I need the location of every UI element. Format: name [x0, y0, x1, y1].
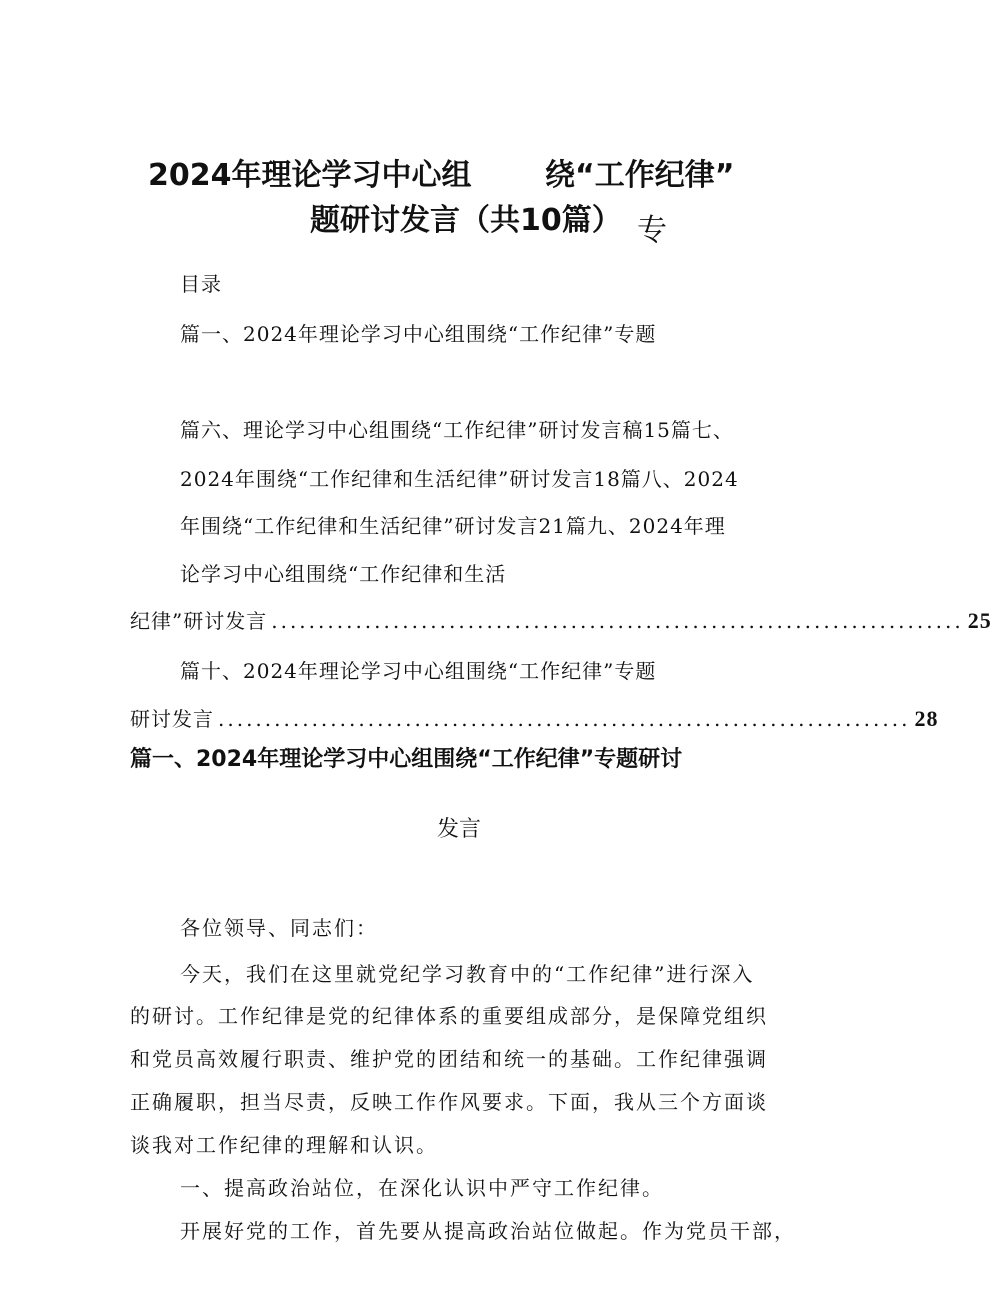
toc-dot-leader: .......................................................................... [271, 609, 964, 633]
title-line2: 题研讨发言（共10篇） [310, 203, 622, 238]
article-heading-line2: 发言 [437, 817, 482, 842]
toc-item-9-label: 纪律”研讨发言 [130, 609, 268, 633]
salutation: 各位领导、同志们： [180, 916, 378, 940]
toc-item-6[interactable]: 篇六、理论学习中心组围绕“工作纪律”研讨发言稿15篇七、 [180, 418, 734, 442]
paragraph-line: 正确履职，担当尽责，反映工作作风要求。下面，我从三个方面谈 [130, 1090, 768, 1114]
toc-item-10-label: 研讨发言 [130, 707, 214, 731]
toc-item-9-leader[interactable] [130, 605, 992, 634]
article-heading-line1: 篇一、2024年理论学习中心组围绕“工作纪律”专题研讨 [130, 747, 683, 772]
paragraph-line: 开展好党的工作，首先要从提高政治站位做起。作为党员干部， [180, 1219, 796, 1243]
paragraph-line: 和党员高效履行职责、维护党的团结和统一的基础。工作纪律强调 [130, 1047, 768, 1071]
title-stray-char: 专 [637, 213, 667, 248]
toc-page-number: 25 [967, 608, 992, 633]
paragraph-line: 今天，我们在这里就党纪学习教育中的“工作纪律”进行深入 [180, 962, 755, 986]
toc-item-9[interactable]: 论学习中心组围绕“工作纪律和生活 [180, 562, 507, 586]
toc-item-1[interactable]: 篇一、2024年理论学习中心组围绕“工作纪律”专题 [180, 322, 657, 346]
paragraph-line: 的研讨。工作纪律是党的纪律体系的重要组成部分，是保障党组织 [130, 1004, 768, 1028]
toc-page-number: 28 [914, 706, 939, 731]
toc-item-7[interactable]: 2024年围绕“工作纪律和生活纪律”研讨发言18篇八、2024 [180, 467, 739, 491]
toc-heading: 目录 [180, 272, 222, 296]
toc-item-10-leader[interactable] [130, 703, 939, 732]
title-line1-right: 绕“工作纪律” [545, 158, 735, 193]
toc-dot-leader: .......................................................................... [218, 707, 911, 731]
section-heading: 一、提高政治站位，在深化认识中严守工作纪律。 [180, 1176, 664, 1200]
title-line1-left: 2024年理论学习中心组 [148, 158, 472, 193]
toc-item-8[interactable]: 年围绕“工作纪律和生活纪律”研讨发言21篇九、2024年理 [180, 514, 726, 538]
paragraph-line: 谈我对工作纪律的理解和认识。 [130, 1133, 438, 1157]
toc-item-10[interactable]: 篇十、2024年理论学习中心组围绕“工作纪律”专题 [180, 659, 657, 683]
